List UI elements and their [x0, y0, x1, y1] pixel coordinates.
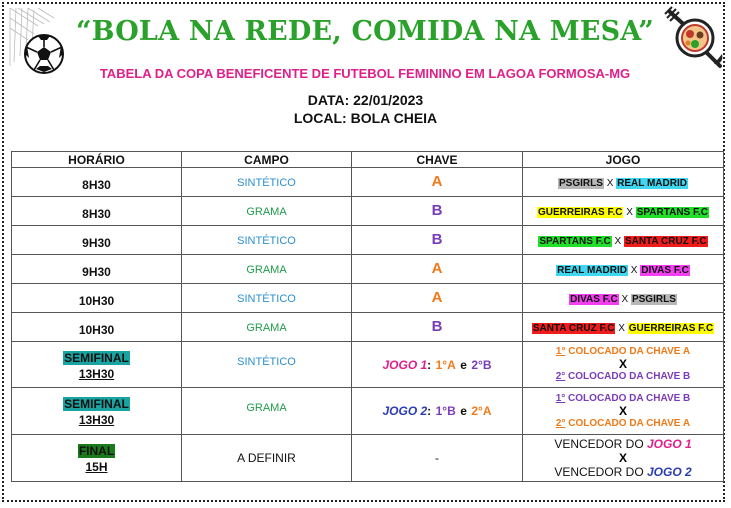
match-game-cell [523, 226, 724, 255]
table-row [12, 284, 724, 313]
column-header-field: CAMPO [182, 152, 352, 168]
semifinal-1-badge: SEMIFINAL [64, 350, 129, 365]
match-field-cell [182, 313, 352, 342]
table-row [12, 313, 724, 342]
match-group: B [431, 318, 443, 335]
semifinal-2-time: 13H30 [78, 413, 115, 427]
plate-cutlery-icon [662, 4, 726, 70]
match-time: 8H30 [12, 197, 182, 226]
match-time: 10H30 [12, 284, 182, 313]
semifinal-1-time: 13H30 [78, 366, 115, 381]
event-location: LOCAL: BOLA CHEIA [293, 110, 438, 126]
match-group: A [431, 289, 443, 306]
semifinal-1-field: SINTÉTICO [237, 356, 296, 368]
match-field-cell [182, 255, 352, 284]
match-game-cell [523, 168, 724, 197]
match-group-cell [352, 313, 523, 342]
final-field-cell [182, 435, 352, 482]
final-game-cell: VENCEDOR DO JOGO 1 X VENCEDOR DO JOGO 2 [523, 435, 724, 482]
match-versus: X [618, 294, 631, 305]
semifinal-1-seed-2: 2°B [471, 357, 492, 372]
table-row-semifinal-1 [12, 342, 724, 388]
match-field: GRAMA [246, 322, 287, 334]
match-team-2: DIVAS F.C [641, 265, 689, 276]
table-row-final [12, 435, 724, 482]
table-row [12, 255, 724, 284]
column-header-time: HORÁRIO [12, 152, 182, 168]
semifinal-1-game-cell: 1° COLOCADO DA CHAVE A X 2° COLOCADO DA CHAVE B [523, 342, 724, 388]
match-field: SINTÉTICO [237, 293, 296, 305]
match-team-2: PSGIRLS [631, 294, 676, 305]
event-date: DATA: 22/01/2023 [307, 92, 424, 108]
semifinal-1-time-cell [12, 342, 182, 388]
match-team-2: REAL MADRID [617, 178, 687, 189]
match-team-1: SANTA CRUZ F.C [532, 323, 615, 334]
match-time: 9H30 [12, 226, 182, 255]
semifinal-2-game-label: JOGO 2 [382, 404, 428, 418]
match-field: SINTÉTICO [237, 235, 296, 247]
match-group: B [431, 202, 443, 219]
match-group: A [431, 260, 443, 277]
match-versus: X [615, 323, 628, 334]
semifinal-2-group-cell: JOGO 2: 1°B e 2°A [352, 388, 523, 435]
semifinal-2-line-1: COLOCADO DA CHAVE B [565, 392, 691, 404]
semifinal-1-line-2: COLOCADO DA CHAVE B [565, 371, 691, 382]
match-team-1: SPARTANS F.C [539, 236, 611, 247]
match-group-cell [352, 255, 523, 284]
match-team-1: REAL MADRID [557, 265, 627, 276]
final-group-cell [352, 435, 523, 482]
semifinal-2-seed-2: 2°A [471, 404, 492, 418]
schedule-table [11, 151, 724, 482]
match-group-cell [352, 226, 523, 255]
table-row [12, 226, 724, 255]
semifinal-2-field: GRAMA [246, 402, 287, 414]
table-row [12, 197, 724, 226]
match-field: SINTÉTICO [237, 177, 296, 189]
match-team-2: SANTA CRUZ F.C [624, 236, 707, 247]
column-header-game: JOGO [523, 152, 724, 168]
semifinal-1-seed-1: 1°A [435, 357, 456, 372]
match-team-1: DIVAS F.C [570, 294, 618, 305]
page-subtitle: TABELA DA COPA BENEFICENTE DE FUTEBOL FEMININO EM LAGOA FORMOSA-MG [99, 66, 631, 81]
semifinal-2-line-2: COLOCADO DA CHAVE A [565, 417, 691, 429]
match-time: 8H30 [12, 168, 182, 197]
match-field-cell [182, 226, 352, 255]
match-group-cell [352, 284, 523, 313]
semifinal-2-field-cell [182, 388, 352, 435]
match-game-cell [523, 197, 724, 226]
match-game-cell [523, 313, 724, 342]
match-team-2: GUERREIRAS F.C [628, 323, 714, 334]
semifinal-2-badge: SEMIFINAL [64, 397, 129, 411]
semifinal-2-seed-1: 1°B [435, 404, 456, 418]
match-team-1: GUERREIRAS F.C [538, 207, 623, 218]
match-time: 9H30 [12, 255, 182, 284]
match-field-cell [182, 197, 352, 226]
match-team-2: SPARTANS F.C [636, 207, 708, 218]
semifinal-1-line-1: COLOCADO DA CHAVE A [565, 346, 691, 357]
match-field: GRAMA [246, 264, 287, 276]
match-game-cell [523, 255, 724, 284]
match-group: A [431, 173, 443, 190]
match-versus: X [627, 265, 641, 276]
final-winner-1: JOGO 1 [647, 436, 692, 451]
match-group-cell [352, 168, 523, 197]
table-row [12, 168, 724, 197]
match-field: GRAMA [246, 206, 287, 218]
final-field: A DEFINIR [237, 451, 296, 465]
match-group: B [431, 231, 443, 248]
semifinal-1-field-cell [182, 342, 352, 388]
match-team-1: PSGIRLS [559, 178, 603, 189]
semifinal-2-game-cell: 1° COLOCADO DA CHAVE B X 2° COLOCADO DA CHAVE A [523, 388, 724, 435]
match-time: 10H30 [12, 313, 182, 342]
match-versus: X [603, 178, 617, 189]
semifinal-2-time-cell [12, 388, 182, 435]
final-group: - [435, 451, 439, 465]
match-versus: X [623, 207, 636, 218]
final-time-cell [12, 435, 182, 482]
column-header-group: CHAVE [352, 152, 523, 168]
final-badge: FINAL [78, 444, 115, 458]
match-field-cell [182, 168, 352, 197]
page-title: “BOLA NA REDE, COMIDA NA MESA” [75, 16, 655, 47]
final-time: 15H [85, 460, 108, 474]
match-game-cell [523, 284, 724, 313]
match-versus: X [611, 236, 624, 247]
semifinal-1-group-cell: JOGO 1: 1°A e 2°B [352, 342, 523, 388]
semifinal-1-game-label: JOGO 1 [382, 357, 428, 372]
table-row-semifinal-2 [12, 388, 724, 435]
table-header-row [12, 152, 724, 168]
final-winner-2: JOGO 2 [647, 464, 692, 479]
match-field-cell [182, 284, 352, 313]
match-group-cell [352, 197, 523, 226]
